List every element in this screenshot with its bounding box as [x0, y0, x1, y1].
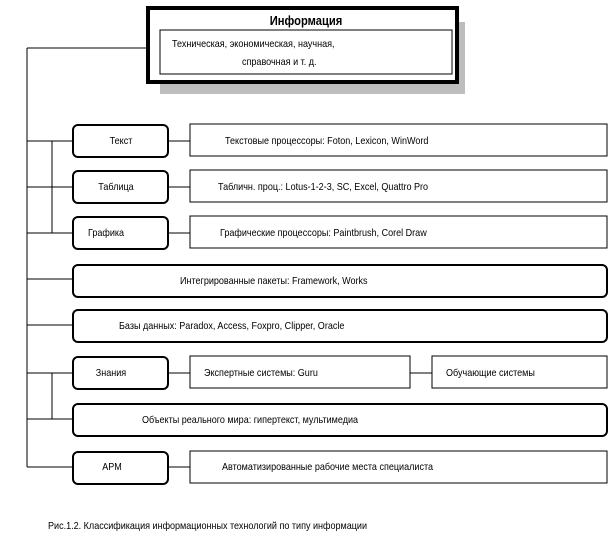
category-label-arm: АРМ	[102, 461, 122, 473]
wide-label-databases: Базы данных: Paradox, Access, Foxpro, Clipper, Oracle	[119, 320, 345, 332]
description-knowledge: Экспертные системы: Guru	[204, 367, 318, 379]
description-graphics: Графические процессоры: Paintbrush, Corel Draw	[220, 227, 427, 239]
header-title: Информация	[269, 13, 343, 28]
description-text: Текстовые процессоры: Foton, Lexicon, WinWord	[225, 135, 429, 147]
category-label-graphics: Графика	[87, 227, 125, 239]
wide-label-real-world: Объекты реального мира: гипертекст, мультимедиа	[142, 414, 359, 426]
category-label-table: Таблица	[98, 181, 134, 193]
extra-label-knowledge: Обучающие системы	[446, 367, 535, 379]
header-subtitle-line2: справочная и т. д.	[242, 56, 317, 68]
description-arm: Автоматизированные рабочие места специалиста	[222, 461, 434, 473]
wide-label-integrated: Интегрированные пакеты: Framework, Works	[180, 275, 368, 287]
category-label-knowledge: Знания	[95, 367, 127, 379]
description-table: Табличн. проц.: Lotus-1-2-3, SC, Excel, Quattro Pro	[218, 181, 429, 193]
header-subtitle-line1: Техническая, экономическая, научная,	[172, 38, 335, 50]
category-label-text: Текст	[109, 135, 133, 147]
figure-caption: Рис.1.2. Классификация информационных технологий по типу информации	[48, 520, 367, 532]
